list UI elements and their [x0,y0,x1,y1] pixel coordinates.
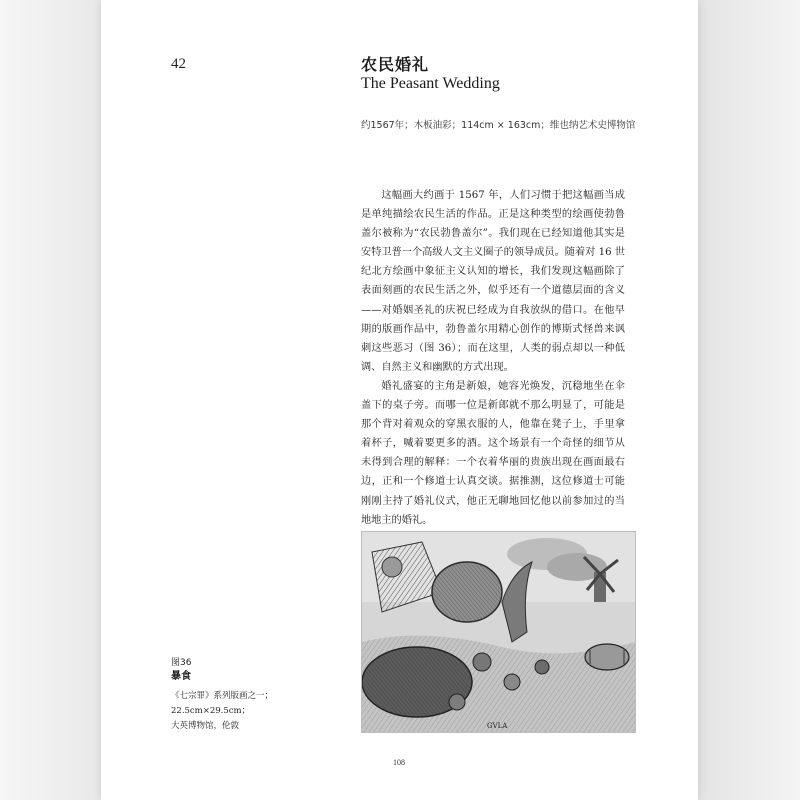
caption-location: 大英博物馆，伦敦 [171,721,240,731]
chapter-number: 42 [171,56,186,72]
page-number: 108 [393,758,405,767]
caption-figure-number: 图36 [171,658,192,668]
engraving-illustration [362,532,635,732]
right-background [698,0,800,800]
caption-title: 暴食 [171,671,191,682]
body-paragraph-1: 这幅画大约画于 1567 年，人们习惯于把这幅画当成是单纯描绘农民生活的作品。正是这种类型的绘画使勃鲁盖尔被称为“农民勃鲁盖尔”。我们现在已经知道他其实是安特卫普一个高级人文主义圈子的领导成员。随着对 16 世纪北方绘画中象征主义认知的增长，我们发现这幅画除了表面刻画的农民生活之外，似乎还有一个道德层面的含义——对婚姻圣礼的庆祝已经成为自我放纵的借口。在他早期的版画作品中，勃鲁盖尔用精心创作的博斯式怪兽来讽刺这些恶习（图 36）；而在这里，人类的弱点却以一种低调、自然主义和幽默的方式出现。 [361,190,625,373]
title-chinese: 农民婚礼 [361,55,430,74]
caption-dimensions: 22.5cm×29.5cm； [171,706,251,716]
artwork-metadata: 约1567年；木板油彩；114cm × 163cm；维也纳艺术史博物馆 [361,120,636,131]
caption-series: 《七宗罪》系列版画之一； [171,691,274,701]
left-background [0,0,101,800]
body-text [361,186,625,530]
body-paragraph-2: 婚礼盛宴的主角是新娘，她容光焕发，沉稳地坐在伞盖下的桌子旁。而哪一位是新郎就不那么明显了，可能是那个背对着观众的穿黑衣服的人，他靠在凳子上，手里拿着杯子，喊着要更多的酒。这个场景有一个奇怪的细节从未得到合理的解释：一个衣着华丽的贵族出现在画面最右边，正和一个修道士认真交谈。据推测，这位修道士可能刚刚主持了婚礼仪式，他正无聊地回忆他以前参加过的当地地主的婚礼。 [361,380,625,526]
engraving-inscription: GVLA [487,722,508,730]
title-english: The Peasant Wedding [361,75,500,92]
figure-engraving [361,531,636,733]
